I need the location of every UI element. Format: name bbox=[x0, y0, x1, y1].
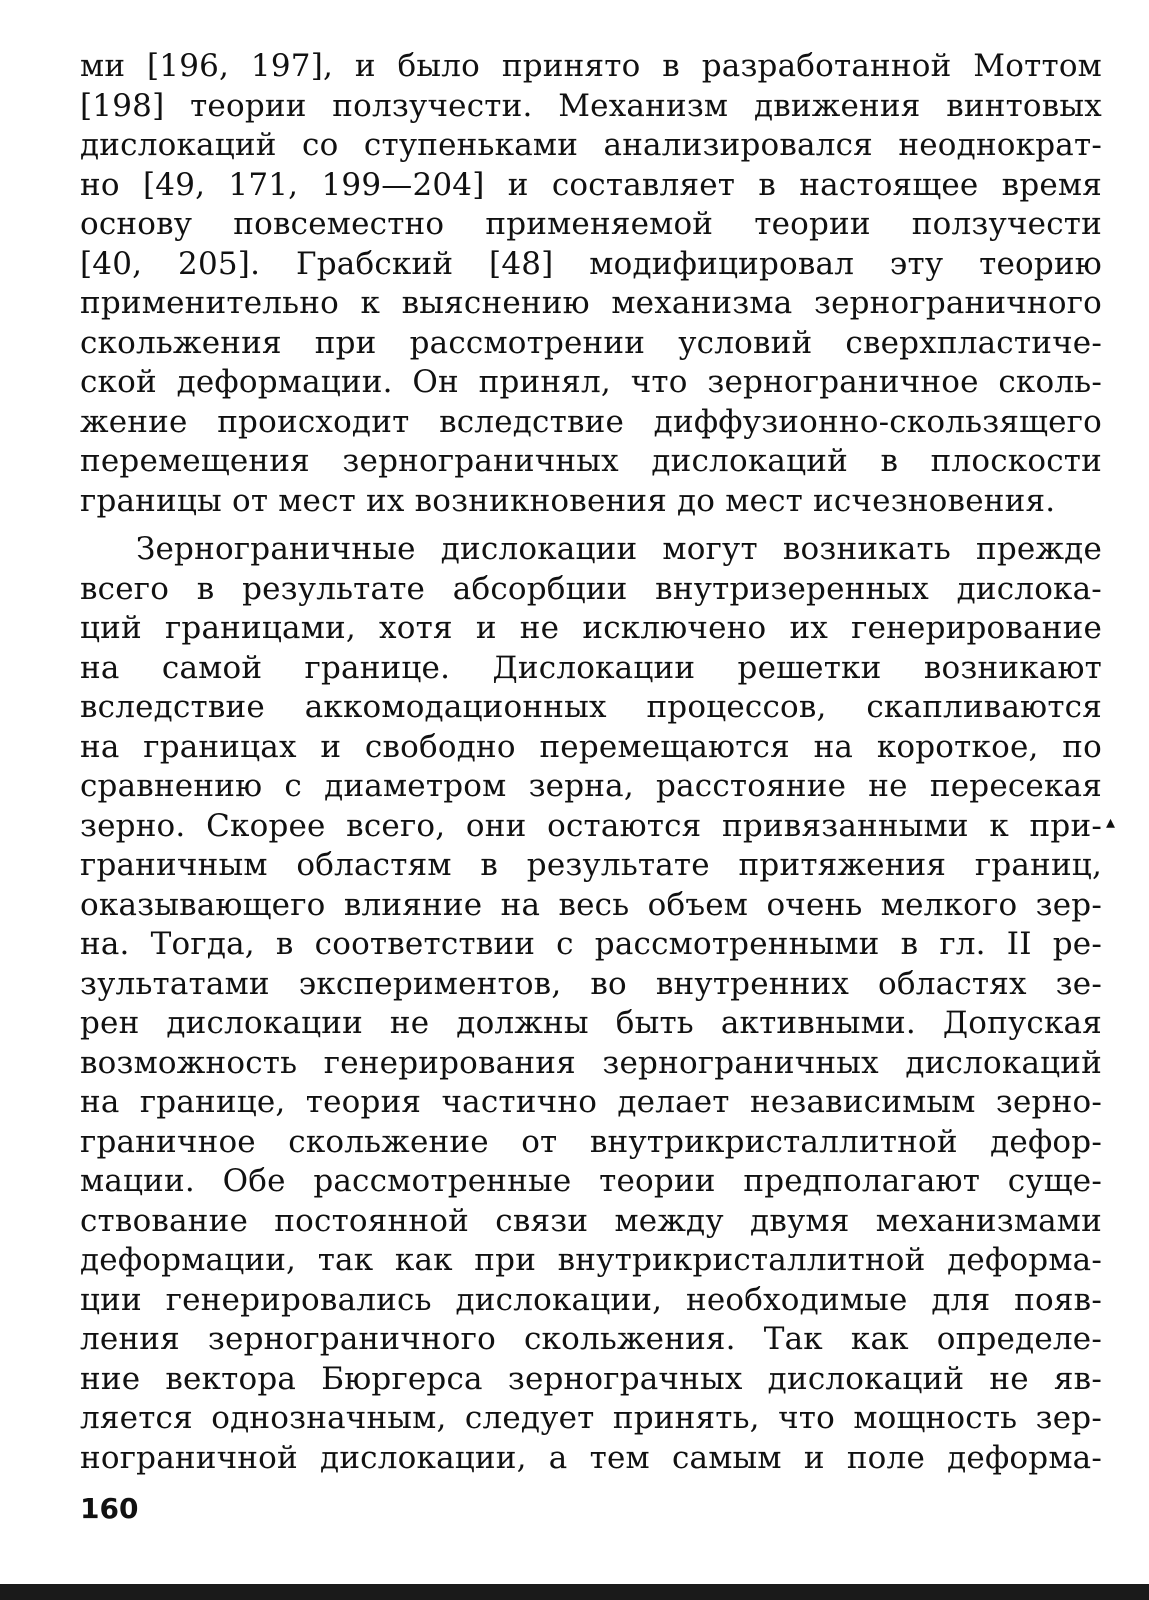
text-line: на. Тогда, в соответствии с рассмотренными в гл. II ре- bbox=[80, 926, 1102, 962]
text-line: дислокаций со ступеньками анализировался неоднократ- bbox=[80, 127, 1102, 163]
text-line: на границах и свободно перемещаются на короткое, по bbox=[80, 728, 1102, 765]
text-line: на границе, теория частично делает независимым зерно- bbox=[80, 1084, 1102, 1120]
paragraph-2 bbox=[80, 530, 1102, 1478]
text-line: сравнению с диаметром зерна, расстояние не пересекая bbox=[80, 768, 1102, 804]
page-number: 160 bbox=[80, 1492, 139, 1525]
text-line: зерно. Скорее всего, они остаются привязанными к при- bbox=[80, 807, 1102, 844]
text-line: ской деформации. Он принял, что зернограничное сколь- bbox=[80, 364, 1102, 400]
text-line: перемещения зернограничных дислокаций в плоскости bbox=[80, 443, 1102, 479]
text-line: жение происходит вследствие диффузионно-скользящего bbox=[80, 403, 1102, 440]
text-line: применительно к выяснению механизма зернограничного bbox=[80, 285, 1102, 321]
text-line: на самой границе. Дислокации решетки возникают bbox=[80, 649, 1102, 686]
text-line: ления зернограничного скольжения. Так как определе- bbox=[80, 1321, 1102, 1357]
text-line: рен дислокации не должны быть активными. Допуская bbox=[80, 1005, 1102, 1041]
text-line: ляется однозначным, следует принять, что мощность зер- bbox=[80, 1400, 1102, 1436]
text-line: оказывающего влияние на весь объем очень мелкого зер- bbox=[80, 886, 1102, 923]
scan-edge-divider bbox=[0, 1584, 1149, 1600]
text-line: [40, 205]. Грабский [48] модифицировал эту теорию bbox=[80, 245, 1102, 282]
text-line: скольжения при рассмотрении условий сверхпластиче- bbox=[80, 324, 1102, 361]
text-line: [198] теории ползучести. Механизм движения винтовых bbox=[80, 87, 1102, 124]
text-line: возможность генерирования зернограничных дислокаций bbox=[80, 1044, 1102, 1081]
text-line: ние вектора Бюргерса зернограчных дислокаций не яв- bbox=[80, 1360, 1102, 1397]
text-line: граничное скольжение от внутрикристаллитной дефор- bbox=[80, 1123, 1102, 1160]
text-line: нограничной дислокации, а тем самым и поле деформа- bbox=[80, 1439, 1102, 1476]
text-line: граничным областям в результате притяжения границ, bbox=[80, 847, 1102, 883]
text-line: вследствие аккомодационных процессов, скапливаются bbox=[80, 689, 1102, 725]
text-line: ций границами, хотя и не исключено их генерирование bbox=[80, 610, 1102, 646]
text-line: границы от мест их возникновения до мест исчезновения. bbox=[80, 482, 1056, 519]
text-line: деформации, так как при внутрикристаллитной деформа- bbox=[80, 1242, 1102, 1278]
text-line: Зернограничные дислокации могут возникать прежде bbox=[136, 531, 1102, 567]
text-line: ствование постоянной связи между двумя механизмами bbox=[80, 1202, 1102, 1239]
text-line: основу повсеместно применяемой теории ползучести bbox=[80, 206, 1102, 242]
text-line: но [49, 171, 199—204] и составляет в настоящее время bbox=[80, 166, 1102, 203]
text-line: мации. Обе рассмотренные теории предполагают суще- bbox=[80, 1163, 1102, 1199]
paragraph-1 bbox=[80, 47, 1102, 521]
margin-mark-icon: ▴ bbox=[1106, 812, 1116, 833]
text-line: всего в результате абсорбции внутризеренных дислока- bbox=[80, 570, 1102, 607]
text-line: ми [196, 197], и было принято в разработанной Моттом bbox=[80, 48, 1102, 84]
text-line: зультатами экспериментов, во внутренних областях зе- bbox=[80, 965, 1102, 1002]
text-line: ции генерировались дислокации, необходимые для появ- bbox=[80, 1281, 1102, 1318]
